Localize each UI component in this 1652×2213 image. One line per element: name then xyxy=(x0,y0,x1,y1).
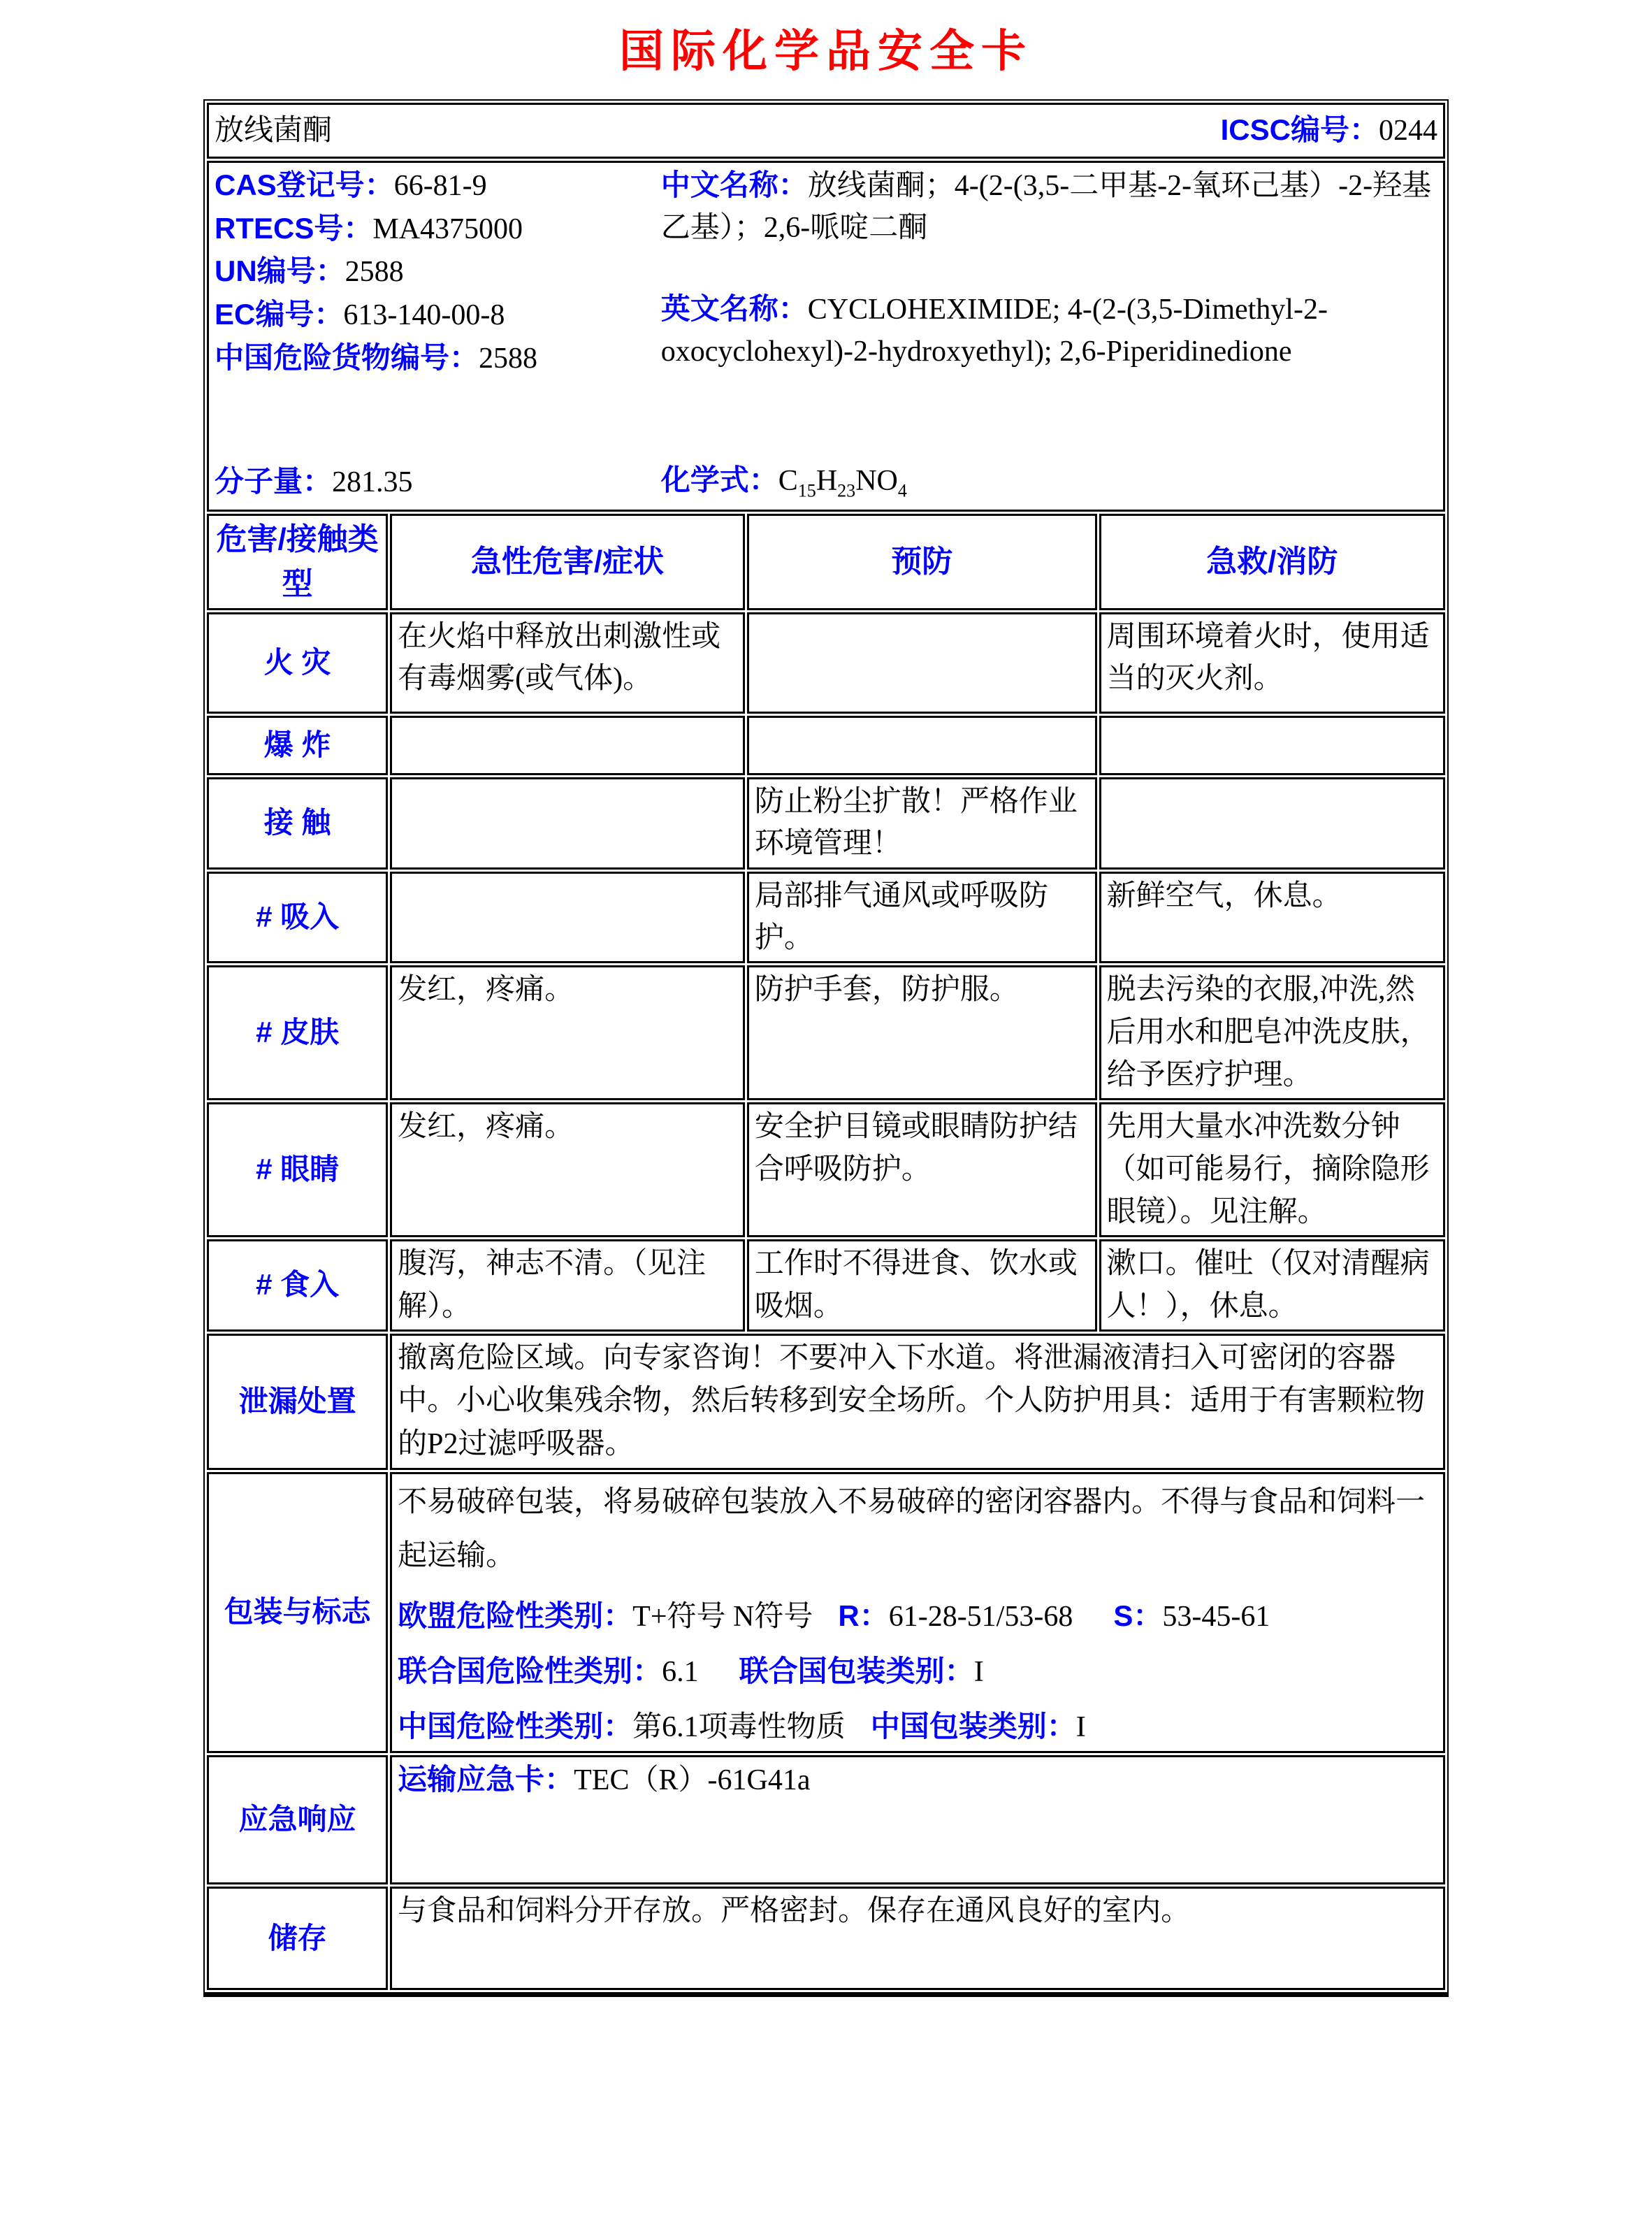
storage-row xyxy=(207,1887,1445,1990)
english-name-line xyxy=(661,288,1437,373)
ingestion-firstaid: 漱口。催吐（仅对清醒病人！），休息。 xyxy=(1099,1239,1445,1332)
s-phrases-label: S： xyxy=(1113,1599,1163,1633)
explosion-prevention xyxy=(747,716,1097,775)
hazard-type-fire: 火 灾 xyxy=(207,612,388,714)
chemical-formula-label: 化学式： xyxy=(660,463,778,496)
chemical-formula: $C_{15}H_{23}NO_4$ xyxy=(778,464,907,501)
s-phrases-value: 53-45-61 xyxy=(1162,1601,1270,1634)
cn-class-line xyxy=(398,1704,1437,1750)
rtecs-number-line xyxy=(215,208,661,251)
packaging-row xyxy=(207,1472,1445,1753)
chinese-name-line xyxy=(661,164,1437,249)
eyes-firstaid: 先用大量水冲洗数分钟（如可能易行，摘除隐形眼镜）。见注解。 xyxy=(1099,1102,1445,1237)
molecular-weight-label: 分子量： xyxy=(215,465,333,498)
cn-class-label: 中国危险性类别： xyxy=(398,1710,633,1743)
eu-class-label: 欧盟危险性类别： xyxy=(398,1599,633,1633)
registry-ids xyxy=(215,164,661,508)
safety-card-table xyxy=(203,99,1449,1997)
hazard-row-inhalation xyxy=(207,872,1445,964)
spill-text: 撤离危险区域。向专家咨询！不要冲入下水道。将泄漏液清扫入可密闭的容器中。小心收集残余物，然后转移到安全场所。个人防护用具：适用于有害颗粒物的P2过滤呼吸器。 xyxy=(390,1334,1445,1470)
r-phrases-label: R： xyxy=(838,1599,889,1633)
chemical-formula-line xyxy=(661,459,1437,508)
molecular-weight-line xyxy=(215,461,661,508)
molecular-weight-value: 281.35 xyxy=(332,466,413,499)
hazard-type-ingestion: # 食入 xyxy=(207,1239,388,1332)
identification-row xyxy=(207,161,1445,512)
contact-symptoms xyxy=(390,777,745,870)
r-phrases-value: 61-28-51/53-68 xyxy=(888,1601,1073,1634)
icsc-label: ICSC编号： xyxy=(1220,113,1379,147)
emergency-label: 应急响应 xyxy=(207,1755,388,1884)
eu-class-value: T+符号 N符号 xyxy=(632,1601,813,1634)
spill-label: 泄漏处置 xyxy=(207,1334,388,1470)
transport-card-value: TEC（R）-61G41a xyxy=(574,1764,811,1797)
un-value: 2588 xyxy=(345,256,404,289)
cas-number-line xyxy=(215,164,661,208)
hazard-row-fire xyxy=(207,612,1445,714)
un-pack-value: I xyxy=(973,1656,984,1689)
icsc-number-group xyxy=(1221,109,1437,152)
eu-class-line xyxy=(398,1594,1437,1639)
fire-symptoms: 在火焰中释放出刺激性或有毒烟雾(或气体)。 xyxy=(390,612,745,714)
spill-row xyxy=(207,1334,1445,1470)
hazard-row-skin xyxy=(207,965,1445,1100)
chemical-names xyxy=(661,164,1437,508)
hazard-row-explosion xyxy=(207,716,1445,775)
ingestion-symptoms: 腹泻，神志不清。（见注解）。 xyxy=(390,1239,745,1332)
emergency-row xyxy=(207,1755,1445,1884)
inhalation-prevention: 局部排气通风或呼吸防护。 xyxy=(747,872,1097,964)
english-name-value: CYCLOHEXIMIDE; 4-(2-(3,5-Dimethyl-2-oxocyclohexyl)-2-hydroxyethyl); 2,6-Piperidinedione xyxy=(660,294,1328,368)
china-dg-value: 2588 xyxy=(479,342,538,375)
header-prevention: 预防 xyxy=(747,514,1097,610)
storage-label: 储存 xyxy=(207,1887,388,1990)
eyes-symptoms: 发红，疼痛。 xyxy=(390,1102,745,1237)
hazard-type-eyes: # 眼睛 xyxy=(207,1102,388,1237)
header-hazard-type: 危害/接触类型 xyxy=(207,514,388,610)
rtecs-value: MA4375000 xyxy=(372,212,523,245)
skin-symptoms: 发红，疼痛。 xyxy=(390,965,745,1100)
explosion-symptoms xyxy=(390,716,745,775)
china-dg-number-line xyxy=(215,337,661,380)
skin-firstaid: 脱去污染的衣服,冲洗,然后用水和肥皂冲洗皮肤，给予医疗护理。 xyxy=(1099,965,1445,1100)
un-class-label: 联合国危险性类别： xyxy=(398,1655,662,1688)
explosion-firstaid xyxy=(1099,716,1445,775)
rtecs-label: RTECS号： xyxy=(215,211,373,245)
substance-name: 放线菌酮 xyxy=(215,114,333,147)
ec-number-line xyxy=(215,294,661,337)
packaging-label: 包装与标志 xyxy=(207,1472,388,1753)
cn-class-value: 第6.1项毒性物质 xyxy=(632,1711,846,1744)
ec-value: 613-140-00-8 xyxy=(343,298,505,331)
contact-firstaid xyxy=(1099,777,1445,870)
card-header-row xyxy=(207,103,1445,159)
inhalation-firstaid: 新鲜空气，休息。 xyxy=(1099,872,1445,964)
skin-prevention: 防护手套，防护服。 xyxy=(747,965,1097,1100)
hazard-row-contact xyxy=(207,777,1445,870)
un-class-line xyxy=(398,1649,1437,1694)
contact-prevention: 防止粉尘扩散！严格作业环境管理！ xyxy=(747,777,1097,870)
cn-pack-label: 中国包装类别： xyxy=(870,1710,1076,1743)
un-class-value: 6.1 xyxy=(662,1656,699,1689)
icsc-number: 0244 xyxy=(1379,115,1437,147)
cas-label: CAS登记号： xyxy=(215,168,394,201)
un-label: UN编号： xyxy=(215,254,345,288)
packaging-content xyxy=(390,1472,1445,1753)
un-number-line xyxy=(215,250,661,294)
hazard-type-contact: 接 触 xyxy=(207,777,388,870)
hazard-row-eyes xyxy=(207,1102,1445,1237)
storage-text: 与食品和饲料分开存放。严格密封。保存在通风良好的室内。 xyxy=(390,1887,1445,1990)
packaging-intro: 不易破碎包装，将易破碎包装放入不易破碎的密闭容器内。不得与食品和饲料一起运输。 xyxy=(398,1485,1426,1573)
card-header-cell xyxy=(207,103,1445,159)
cas-value: 66-81-9 xyxy=(393,170,487,202)
cn-pack-value: I xyxy=(1075,1711,1086,1744)
eyes-prevention: 安全护目镜或眼睛防护结合呼吸防护。 xyxy=(747,1102,1097,1237)
transport-card-label: 运输应急卡： xyxy=(398,1763,574,1796)
english-name-label: 英文名称： xyxy=(660,292,808,326)
china-dg-label: 中国危险货物编号： xyxy=(215,340,479,374)
hazard-type-skin: # 皮肤 xyxy=(207,965,388,1100)
hazard-row-ingestion xyxy=(207,1239,1445,1332)
fire-prevention xyxy=(747,612,1097,714)
header-firstaid: 急救/消防 xyxy=(1099,514,1445,610)
chinese-name-value: 放线菌酮；4-(2-(3,5-二甲基-2-氧环己基）-2-羟基乙基）；2,6-哌啶二酮 xyxy=(660,170,1432,244)
un-pack-label: 联合国包装类别： xyxy=(739,1655,974,1688)
emergency-content xyxy=(390,1755,1445,1884)
hazard-header-row xyxy=(207,514,1445,610)
header-symptoms: 急性危害/症状 xyxy=(390,514,745,610)
chinese-name-label: 中文名称： xyxy=(660,168,808,201)
hazard-type-explosion: 爆 炸 xyxy=(207,716,388,775)
ingestion-prevention: 工作时不得进食、饮水或吸烟。 xyxy=(747,1239,1097,1332)
identification-cell xyxy=(207,161,1445,512)
inhalation-symptoms xyxy=(390,872,745,964)
fire-firstaid: 周围环境着火时，使用适当的灭火剂。 xyxy=(1099,612,1445,714)
hazard-type-inhalation: # 吸入 xyxy=(207,872,388,964)
page-title: 国际化学品安全卡 xyxy=(619,25,1033,78)
ec-label: EC编号： xyxy=(215,297,344,331)
